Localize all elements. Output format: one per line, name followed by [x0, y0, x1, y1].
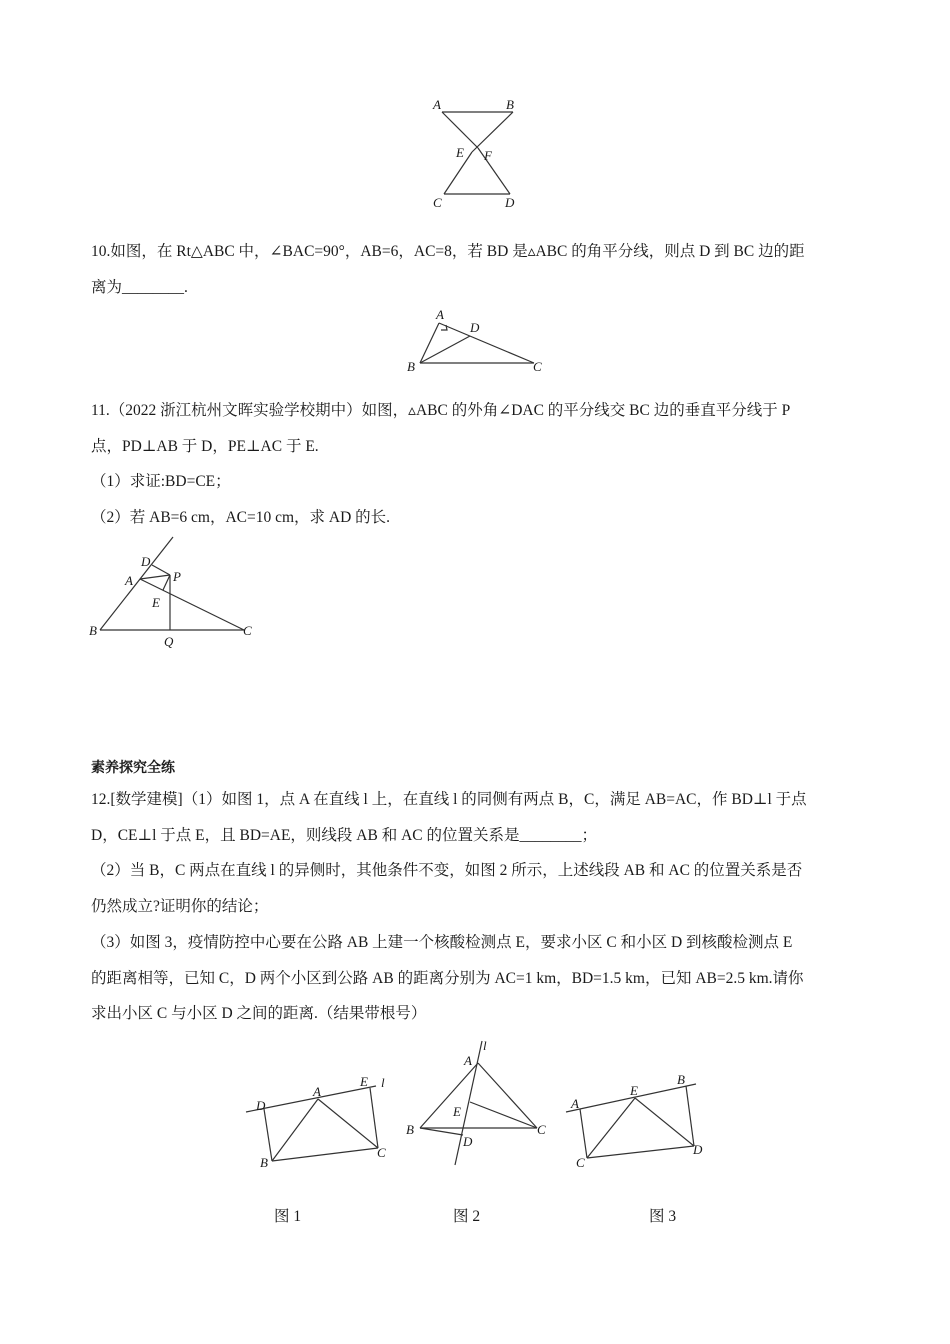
caption-fig1: 图 1 — [274, 1208, 302, 1225]
segment-ac — [478, 1063, 537, 1128]
label-a: A — [571, 1096, 579, 1111]
label-a: A — [125, 573, 133, 588]
label-d: D — [505, 195, 515, 210]
label-q: Q — [164, 634, 174, 649]
segment-dp — [152, 565, 170, 575]
segment-ba — [420, 323, 439, 363]
label-e: E — [630, 1083, 638, 1098]
q12-text-line7: 求出小区 C 与小区 D 之间的距离.（结果带根号） — [91, 1005, 427, 1022]
segment-ec — [587, 1098, 635, 1158]
figure-12-2 — [400, 1035, 560, 1170]
label-d: D — [463, 1134, 473, 1149]
segment-ab — [420, 1063, 478, 1128]
label-e: E — [456, 145, 464, 160]
line-bd-extended — [100, 537, 173, 630]
segment-ed — [635, 1098, 694, 1146]
segment-ac — [439, 323, 534, 363]
q12-text-line1: 12.[数学建模]（1）如图 1，点 A 在直线 l 上，在直线 l 的同侧有两点 B，C，满足 AB=AC，作 BD⊥l 于点 — [91, 791, 807, 808]
label-d: D — [693, 1142, 703, 1157]
figure-hourglass — [420, 92, 530, 212]
label-c: C — [377, 1145, 386, 1160]
segment-bd — [420, 336, 470, 363]
label-b: B — [677, 1072, 685, 1087]
segment-bd — [420, 1128, 463, 1135]
label-a: A — [436, 307, 444, 322]
section-title: 素养探究全练 — [91, 760, 175, 776]
q11-text-line2: 点，PD⊥AB 于 D，PE⊥AC 于 E. — [91, 438, 319, 455]
label-p: P — [173, 569, 181, 584]
label-c: C — [576, 1155, 585, 1170]
segment-ac — [580, 1109, 587, 1158]
segment-ab — [272, 1099, 318, 1161]
segment-bd — [264, 1109, 272, 1161]
segment-ce — [470, 1102, 537, 1128]
label-b: B — [260, 1155, 268, 1170]
q10-text-line2: 离为________. — [91, 279, 188, 296]
label-c: C — [533, 359, 542, 374]
segment-bc — [272, 1148, 378, 1161]
label-l: l — [381, 1075, 385, 1090]
q10-text-line1: 10.如图，在 Rt△ABC 中，∠BAC=90°，AB=6，AC=8，若 BD 是▵ABC 的角平分线，则点 D 到 BC 边的距 — [91, 243, 805, 260]
segment-ap — [140, 575, 170, 579]
label-b: B — [506, 97, 514, 112]
label-c: C — [537, 1122, 546, 1137]
label-d: D — [470, 320, 480, 335]
label-c: C — [433, 195, 442, 210]
segment-cd — [587, 1146, 694, 1158]
figure-q10 — [404, 305, 554, 375]
segment-pe — [163, 575, 170, 590]
label-a: A — [464, 1053, 472, 1068]
q12-text-line2: D，CE⊥l 于点 E，且 BD=AE，则线段 AB 和 AC 的位置关系是________； — [91, 827, 597, 844]
q12-text-line6: 的距离相等，已知 C，D 两个小区到公路 AB 的距离分别为 AC=1 km，BD=1.5 km，已知 AB=2.5 km.请你 — [91, 970, 804, 987]
segment-ac — [318, 1099, 378, 1148]
label-a: A — [313, 1084, 321, 1099]
q12-text-line5: （3）如图 3，疫情防控中心要在公路 AB 上建一个核酸检测点 E，要求小区 C 和小区 D 到核酸检测点 E — [91, 934, 793, 951]
segment-bf — [472, 112, 513, 152]
segment-ed — [478, 148, 510, 194]
label-f: F — [484, 148, 492, 163]
label-d: D — [256, 1098, 266, 1113]
label-e: E — [152, 595, 160, 610]
figure-q11 — [86, 535, 266, 650]
label-d: D — [141, 554, 151, 569]
segment-ce — [370, 1088, 378, 1148]
q11-text-line1: 11.（2022 浙江杭州文晖实验学校期中）如图，▵ABC 的外角∠DAC 的平分线交 BC 边的垂直平分线于 P — [91, 402, 791, 419]
q11-part2: （2）若 AB=6 cm，AC=10 cm，求 AD 的长. — [91, 509, 391, 526]
label-e: E — [360, 1074, 368, 1089]
q12-text-line3: （2）当 B，C 两点在直线 l 的异侧时，其他条件不变，如图 2 所示，上述线段 AB 和 AC 的位置关系是否 — [91, 862, 803, 879]
q12-text-line4: 仍然成立?证明你的结论； — [91, 898, 269, 915]
label-c: C — [243, 623, 252, 638]
figure-12-1 — [240, 1068, 400, 1173]
caption-fig3: 图 3 — [649, 1208, 677, 1225]
figure-12-3 — [560, 1068, 720, 1173]
label-a: A — [433, 97, 441, 112]
label-b: B — [406, 1122, 414, 1137]
segment-bd — [686, 1086, 694, 1146]
label-b: B — [407, 359, 415, 374]
label-l: l — [483, 1038, 487, 1053]
label-e: E — [453, 1104, 461, 1119]
caption-fig2: 图 2 — [453, 1208, 481, 1225]
segment-ae — [442, 112, 478, 148]
q11-part1: （1）求证:BD=CE； — [91, 473, 231, 490]
label-b: B — [89, 623, 97, 638]
